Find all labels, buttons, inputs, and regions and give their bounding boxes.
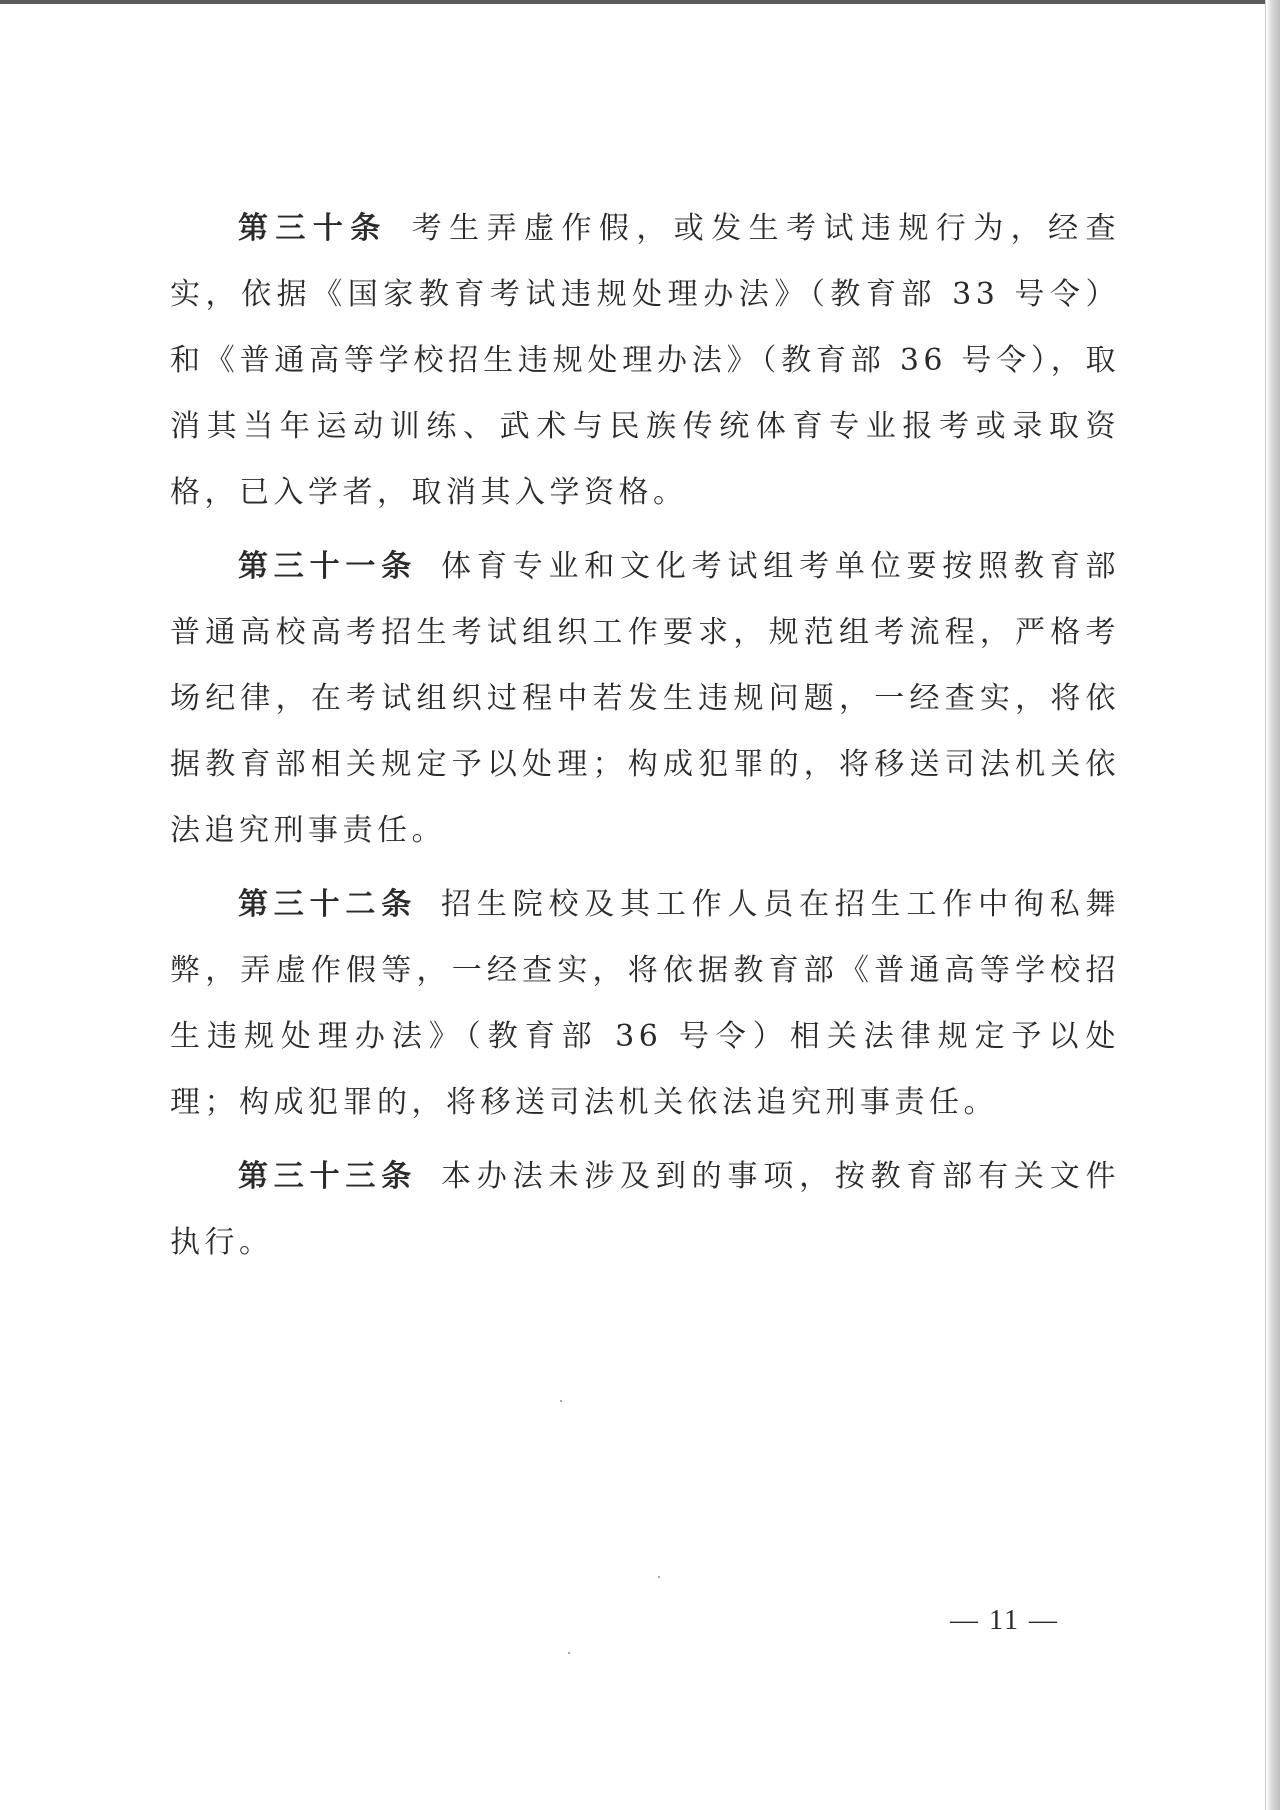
article-heading: 第三十二条 [238, 887, 418, 922]
document-body [170, 196, 1120, 1284]
scan-right-edge [1266, 0, 1280, 1810]
article-31 [170, 534, 1120, 864]
page-number: — 11 — [950, 1605, 1059, 1636]
article-30 [170, 196, 1120, 526]
article-32 [170, 872, 1120, 1136]
article-33 [170, 1144, 1120, 1276]
article-text: 体育专业和文化考试组考单位要按照教育部普通高校高考招生考试组织工作要求，规范组考流程，严格考场纪律，在考试组织过程中若发生违规问题，一经查实，将依据教育部相关规定予以处理；构成犯罪的，将移送司法机关依法追究刑事责任。 [170, 549, 1121, 848]
scan-speck [658, 1576, 660, 1578]
scan-top-edge [0, 0, 1280, 4]
article-text: 本办法未涉及到的事项，按教育部有关文件执行。 [170, 1159, 1121, 1260]
article-heading: 第三十条 [238, 211, 388, 246]
scan-speck [568, 1652, 570, 1654]
article-heading: 第三十一条 [238, 549, 418, 584]
scan-speck [560, 1400, 562, 1402]
article-text: 招生院校及其工作人员在招生工作中徇私舞弊，弄虚作假等，一经查实，将依据教育部《普通高等学校招生违规处理办法》（教育部 36 号令）相关法律规定予以处理；构成犯罪的，将移送司法机关依法追究刑事责任。 [170, 887, 1121, 1120]
article-heading: 第三十三条 [238, 1159, 418, 1194]
article-text: 考生弄虚作假，或发生考试违规行为，经查实，依据《国家教育考试违规处理办法》（教育部 33 号令）和《普通高等学校招生违规处理办法》（教育部 36 号令），取消其当年运动训练、武术与民族传统体育专业报考或录取资格，已入学者，取消其入学资格。 [170, 211, 1121, 510]
